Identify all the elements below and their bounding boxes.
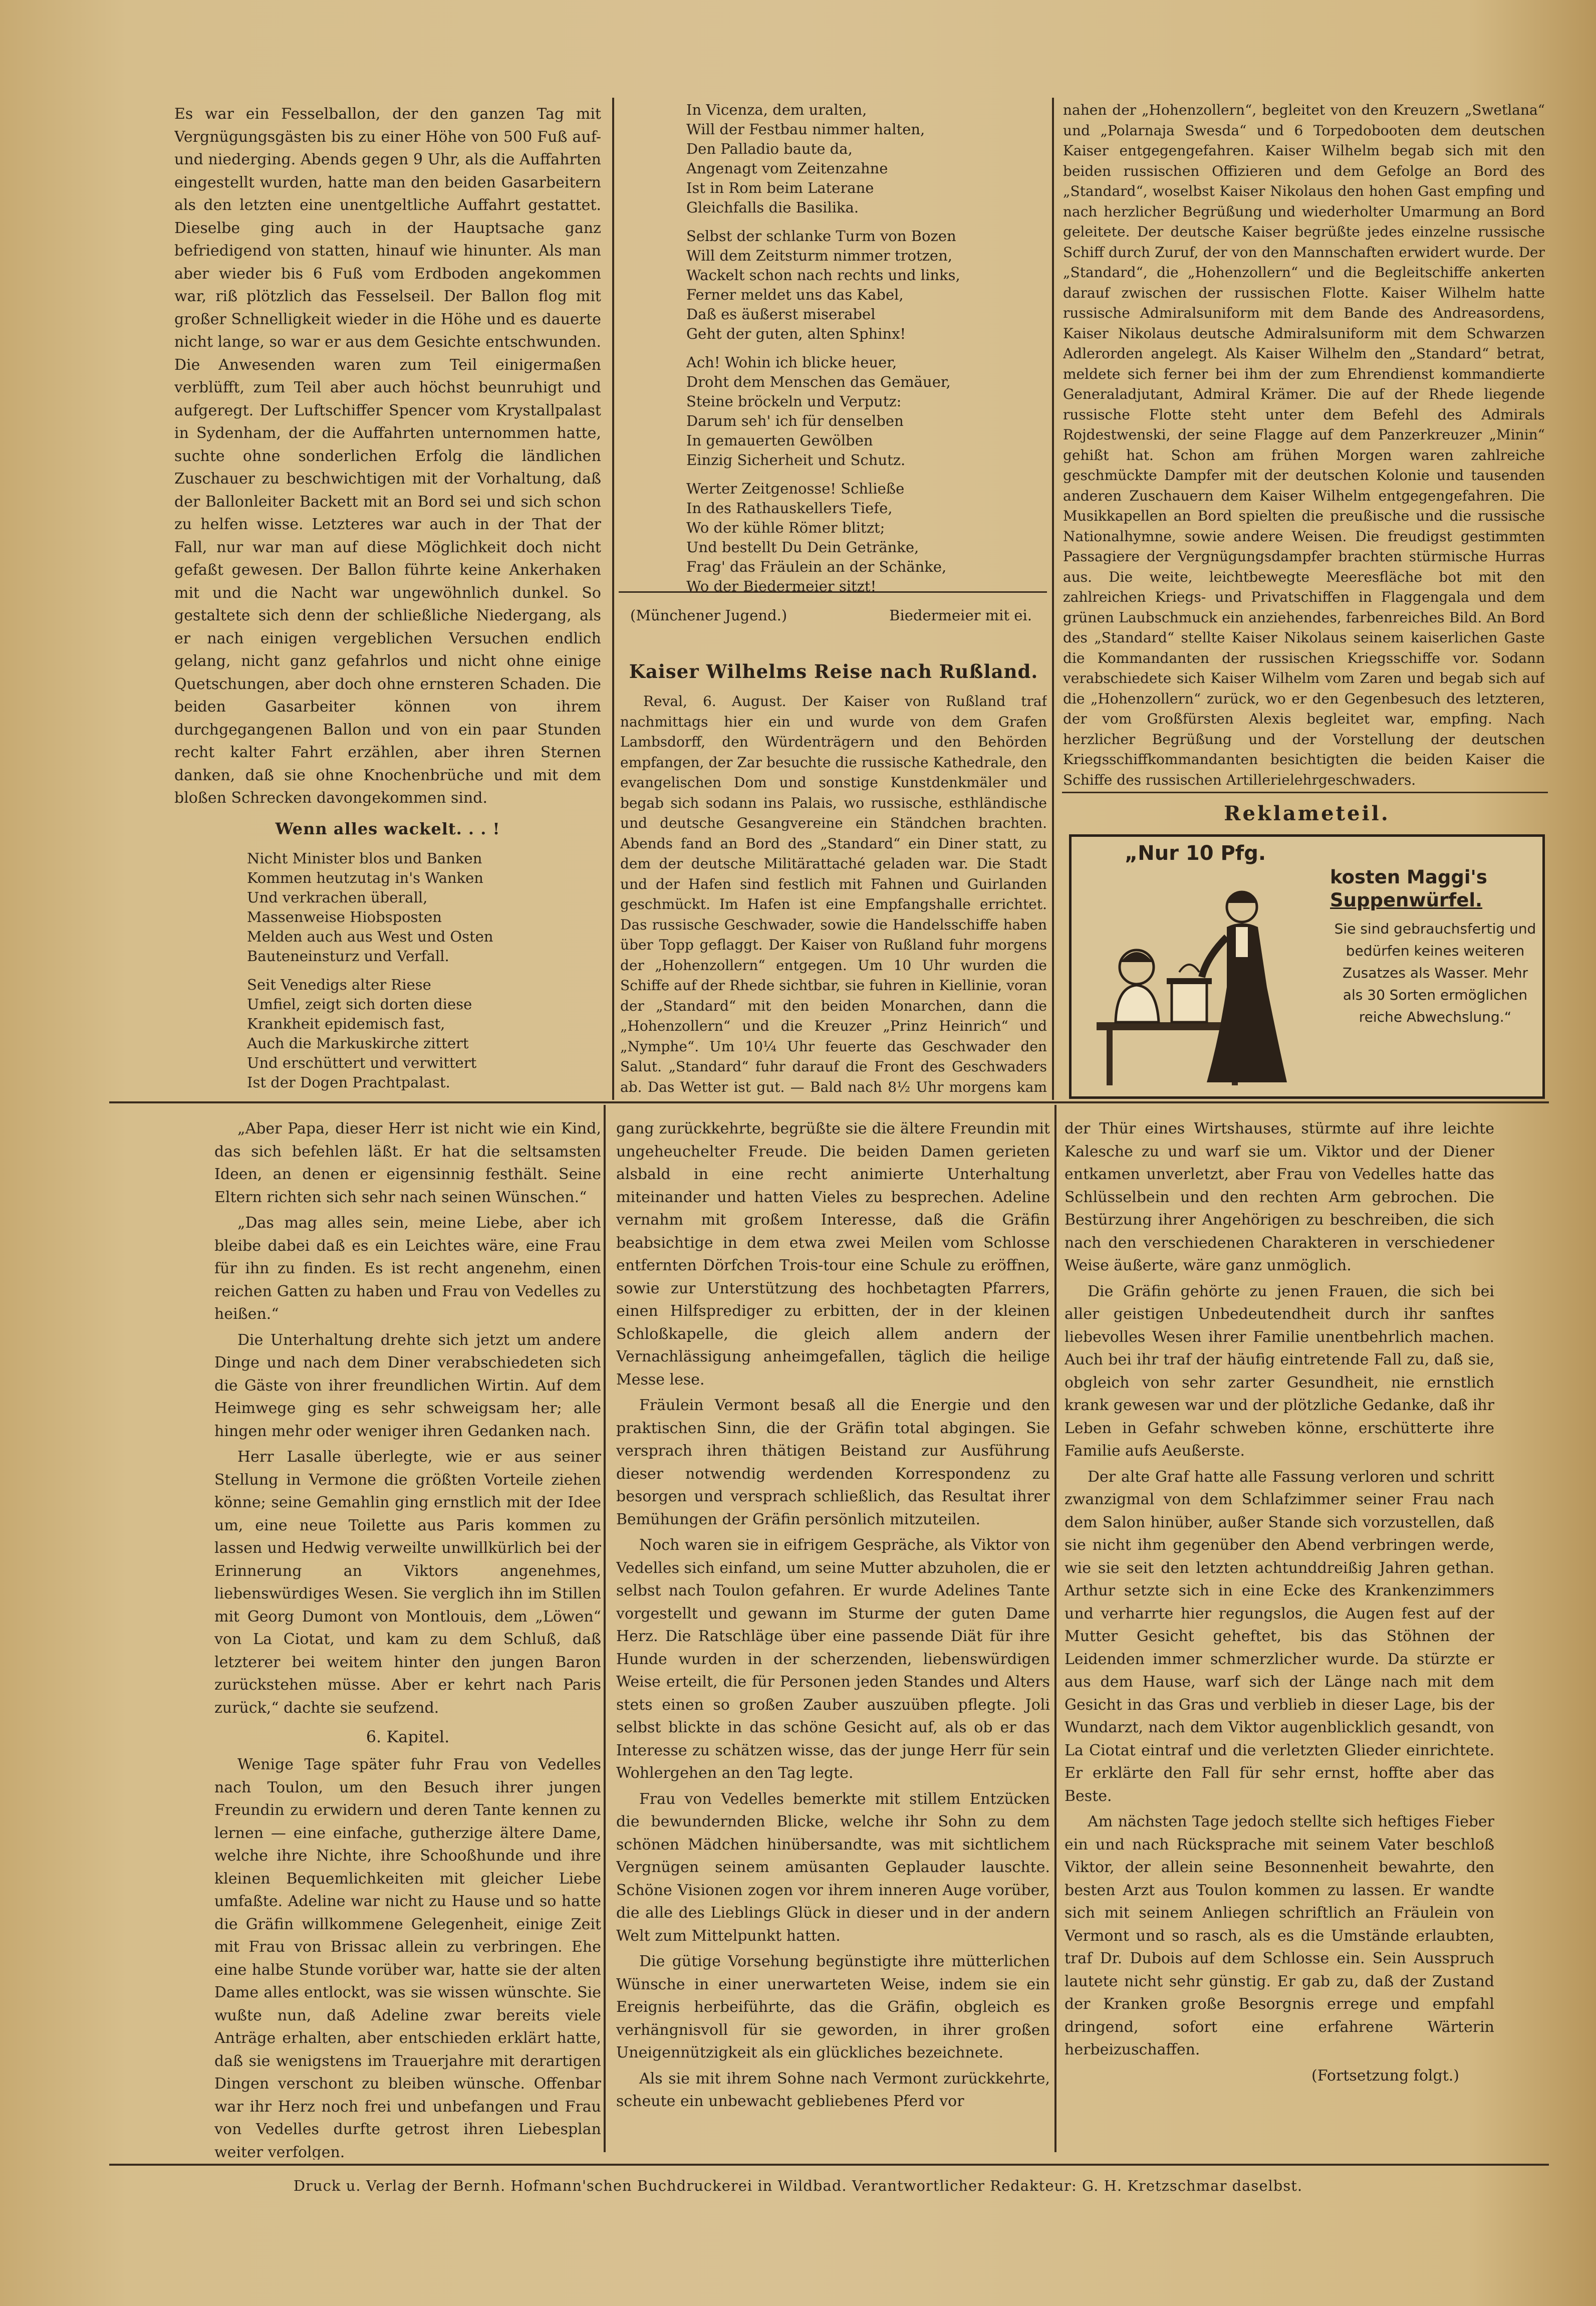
story-paragraph: Am nächsten Tage jedoch stellte sich heftiges Fieber ein und nach Rücksprache mit seinem Vater beschloß Viktor, der allein seine Besonnenheit bewahrte, den besten Arzt aus Toulon kommen zu lassen. Er wandte sich mit seinem Anliegen schriftlich an Fräulein von Vermont und so rasch, als es die Umstände erlaubten, traf Dr. Dubois auf dem Schlosse ein. Sein Ausspruch lautete nicht sehr günstig. Er gab zu, daß der Zustand der Kranken große Besorgnis errege und empfahl dringend, sofort eine erfahrene Wärterin herbeizuschaffen. <box>1065 1813 1494 2058</box>
bottom-column-3 <box>1065 1117 1494 2160</box>
ad-brand <box>1330 866 1540 912</box>
poem-line: Wo der kühle Römer blitzt; <box>686 519 885 536</box>
ad-price: „Nur 10 Pfg. <box>1125 842 1266 865</box>
balloon-article: Es war ein Fesselballon, der den ganzen Tag mit Vergnügungsgästen bis zu einer Höhe von 500 Fuß auf- und niederging. Abends gegen 9 Uhr, als die Auffahrten eingestellt wurden, hatte man den beiden Gasarbeitern als den letzten eine unentgeltliche Auffahrt gestattet. Dieselbe ging auch in der Hauptsache ganz befriedigend von statten, hinauf wie hinunter. Als man aber wieder bis 6 Fuß vom Erdboden angekommen war, riß plötzlich das Fesselseil. Der Ballon flog mit großer Schnelligkeit wieder in die Höhe und es dauerte nicht lange, so war er aus dem Gesichte entschwunden. Die Anwesenden waren zum Teil einigermaßen verblüfft, zum Teil aber auch höchst beunruhigt und aufgeregt. Der Luftschiffer Spencer vom Krystallpalast in Sydenham, der die Auffahrten unternommen hatte, suchte ohne sonderlichen Erfolg die ländlichen Zuschauer zu beschwichtigen mit der Vorhaltung, daß der Ballonleiter Backett mit an Bord sei und sich schon zu helfen wisse. Letzteres war auch in der That der Fall, nur war man auf diese Möglichkeit doch nicht gefaßt gewesen. Der Ballon führte keine Ankerhaken mit und die Nacht war ungewöhnlich dunkel. So gestaltete sich denn der schließliche Niedergang, als er nach einigen vergeblichen Versuchen endlich gelang, nicht ganz gefahrlos und nicht ohne einige Quetschungen, aber doch ohne ernsteren Schaden. Die beiden Gasarbeiter können von ihrem durchgegangenen Ballon und von ein paar Stunden recht kalter Fahrt erzählen, aber ihren Sternen danken, daß sie ohne Knochenbrüche und mit dem bloßen Schrecken davongekommen sind. <box>174 105 601 807</box>
story-paragraph: Der alte Graf hatte alle Fassung verloren und schritt zwanzigmal von dem Schlafzimmer seiner Frau nach dem Salon hinüber, außer Stande sich vorzustellen, daß sie nicht ihm gegenüber den Abend verbringen werde, wie sie seit den letzten achtunddreißig Jahren gethan. Arthur setzte sich in eine Ecke des Krankenzimmers und verharrte hier regungslos, die Augen fest auf der Mutter Gesicht geheftet, bis das Stöhnen der Leidenden immer schmerzlicher wurde. Da stürzte er aus dem Hause, warf sich der Länge nach mit dem Gesicht in das Gras und verblieb in dieser Lage, bis der Wundarzt, nach dem Viktor augenblicklich gesandt, von La Ciotat eintraf und die verletzten Glieder einrichtete. Er erklärte den Fall für sehr ernst, hoffte aber das Beste. <box>1065 1468 1494 1805</box>
chapter-heading: 6. Kapitel. <box>366 1727 450 1746</box>
footer-rule <box>109 2164 1549 2166</box>
story-paragraph: Die gütige Vorsehung begünstigte ihre mütterlichen Wünsche in einer unerwarteten Weise, indem sie ein Ereignis herbeiführte, das die Gräfin, obgleich es verhängnisvoll für sie geworden, in ihrer großen Uneigennützigkeit als ein glückliches bezeichnete. <box>616 1953 1050 2061</box>
ad-brand-line-2: Suppenwürfel. <box>1330 889 1483 911</box>
stanza-gap <box>686 217 1047 226</box>
poem-line: Wo der Biedermeier sitzt! <box>686 578 877 595</box>
kaiser-article: Reval, 6. August. Der Kaiser von Rußland traf nachmittags hier ein und wurde von dem Grafen Lambsdorff, den Würdenträgern und den Behörden empfangen, der Zar besuchte die russische Kathedrale, den evangelischen Dom und sonstige Kunstdenkmäler und begab sich sodann ins Palais, wo russische, esthländische und deutsche Gesangvereine ein Ständchen brachten. Abends fand an Bord des „Standard“ ein Diner statt, zu dem der deutsche Militärattaché geladen war. Die Stadt und der Hafen sind festlich mit Fahnen und Guirlanden geschmückt. Im Hafen ist eine Empfangshalle errichtet. Das russische Geschwader, sowie die Handelsschiffe haben über Topp geflaggt. Der Kaiser von Rußland fuhr morgens der „Hohenzollern“ entgegen. Um 10 Uhr wurden die Schiffe auf der Rhede sichtbar, sie fuhren in Kiellinie, voran der „Standard“ mit den beiden Monarchen, dann die „Hohenzollern“ und die Kreuzer „Prinz Heinrich“ und „Nymphe“. Um 10¼ Uhr feuerte das Geschwader den Salut. „Standard“ fuhr darauf die Front des Geschwaders ab. Das Wetter ist gut. — Bald nach 8½ Uhr morgens kam <box>620 693 1047 1095</box>
poem-line: Will dem Zeitsturm nimmer trotzen, <box>686 247 952 264</box>
poem-line: Seit Venedigs alter Riese <box>247 976 431 993</box>
maggi-advertisement <box>1069 834 1545 1099</box>
poem-line: Angenagt vom Zeitenzahne <box>686 160 888 177</box>
ad-body: Sie sind gebrauchsfertig und bedürfen keines weiteren Zusatzes als Wasser. Mehr als 30 Sorten ermöglichen reiche Abwechslung.“ <box>1334 920 1536 1025</box>
poem-line: Krankheit epidemisch fast, <box>247 1015 445 1032</box>
poem-line: Massenweise Hiobsposten <box>247 908 442 926</box>
column-rule-bottom-1 <box>604 1105 606 2152</box>
poem-line: Ach! Wohin ich blicke heuer, <box>686 354 897 371</box>
poem-line: Selbst der schlanke Turm von Bozen <box>686 227 956 245</box>
story-paragraph: Frau von Vedelles bemerkte mit stillem Entzücken die bewundernden Blicke, welche ihr Sohn zu dem schönen Mädchen hinübersandte, was mit sichtlichem Vergnügen seinem amüsanten Geplauder lauschte. Schöne Visionen zogen vor ihrem inneren Auge vorüber, die alle des Lieblings Glück in dieser und in der andern Welt zum Mittelpunkt hatten. <box>616 1790 1050 1945</box>
section-divider <box>109 1101 1549 1103</box>
poem-line: Wackelt schon nach rechts und links, <box>686 267 960 284</box>
poem-line: Bauteneinsturz und Verfall. <box>247 947 449 965</box>
poem-line: Ferner meldet uns das Kabel, <box>686 286 904 303</box>
story-paragraph: „Aber Papa, dieser Herr ist nicht wie ein Kind, das sich befehlen läßt. Er hat die seltsamsten Ideen, an denen er eigensinnig festhält. Seine Eltern richten sich sehr nach seinen Wünschen.“ <box>214 1120 601 1206</box>
poem-line: Gleichfalls die Basilika. <box>686 199 859 216</box>
top-column-3 <box>1063 100 1545 792</box>
bottom-column-2 <box>616 1117 1050 2160</box>
poem-line: Einzig Sicherheit und Schutz. <box>686 451 906 469</box>
poem-line: Werter Zeitgenosse! Schließe <box>686 480 905 497</box>
poem-line: Nicht Minister blos und Banken <box>247 849 482 867</box>
poem-line: In des Rathauskellers Tiefe, <box>686 500 893 517</box>
ad-illustration <box>1077 872 1322 1094</box>
story-paragraph: der Thür eines Wirtshauses, stürmte auf ihre leichte Kalesche zu und warf sie um. Viktor und der Diener entkamen unverletzt, aber Frau von Vedelles hatte das Schlüsselbein und den rechten Arm gebrochen. Die Bestürzung ihrer Angehörigen zu beschreiben, die sich nach den verschiedenen Charakteren in verschiedener Weise äußerte, wäre ganz unmöglich. <box>1065 1120 1494 1274</box>
story-paragraph: gang zurückkehrte, begrüßte sie die ältere Freundin mit ungeheuchelter Freude. Die beiden Damen gerieten alsbald in eine recht animierte Unterhaltung miteinander und hatten Vieles zu besprechen. Adeline vernahm mit großem Interesse, daß die Gräfin beabsichtige in dem etwa zwei Meilen vom Schlosse entfernten Dörfchen Trois-tour eine Schule zu eröffnen, sowie zur Unterstützung des hochbetagten Pfarrers, einen Hilfsprediger zu erbitten, der in der kleinen Schloßkapelle, die gleich allem andern der Vernachlässigung anheimgefallen, täglich die heilige Messe lese. <box>616 1120 1050 1389</box>
poem-line: Frag' das Fräulein an der Schänke, <box>686 558 947 575</box>
poem-line: Und erschüttert und verwittert <box>247 1054 477 1071</box>
poem-part-2 <box>620 100 1047 596</box>
column-rule-bottom-2 <box>1054 1105 1056 2152</box>
ad-separator <box>1062 792 1548 793</box>
poem-title: Wenn alles wackelt. . . ! <box>275 819 500 838</box>
poem-line: Darum seh' ich für denselben <box>686 412 904 429</box>
story-paragraph: Noch waren sie in eifrigem Gespräche, als Viktor von Vedelles sich einfand, um seine Mutter abzuholen, die er selbst nach Toulon gefahren. Er wurde Adelines Tante vorgestellt und gewann im Sturme der guten Dame Herz. Die Ratschläge über eine passende Diät für ihre Hunde wurden in der scherzenden, liebenswürdigen Weise erteilt, die für Personen jeden Standes und Alters stets einen so großen Zauber auszuüben pflegte. Joli selbst blickte in das schöne Gesicht auf, als ob er das Interesse zu schätzen wisse, das der junge Herr für sein Wohlergehen an den Tag legte. <box>616 1536 1050 1782</box>
article-title: Kaiser Wilhelms Reise nach Rußland. <box>629 660 1038 682</box>
story-paragraph: Als sie mit ihrem Sohne nach Vermont zurückkehrte, scheute ein unbewacht gebliebenes Pferd vor <box>616 2069 1050 2110</box>
imprint-footer: Druck u. Verlag der Bernh. Hofmann'schen Buchdruckerei in Wildbad. Verantwortlicher Redakteur: G. H. Kretzschmar daselbst. <box>293 2177 1303 2194</box>
story-paragraph: Fräulein Vermont besaß all die Energie und den praktischen Sinn, die der Gräfin total abgingen. Sie versprach ihren thätigen Beistand zur Ausführung dieser notwendig werdenden Korrespondenz zu besorgen und versprach schließlich, das Resultat ihrer Bemühungen der Gräfin persönlich mitzuteilen. <box>616 1397 1050 1528</box>
top-column-1 <box>174 103 601 1100</box>
story-paragraph: „Das mag alles sein, meine Liebe, aber ich bleibe dabei daß es ein Leichtes wäre, eine Frau für ihn zu finden. Es ist recht angenehm, einen reichen Gatten zu haben und Frau von Vedelles zu heißen.“ <box>214 1214 601 1323</box>
column-rule-top-2 <box>1052 98 1054 1100</box>
poem-line: In gemauerten Gewölben <box>686 432 873 449</box>
reklame-title: Reklameteil. <box>1224 802 1390 825</box>
poem-line: Geht der guten, alten Sphinx! <box>686 325 906 342</box>
kaiser-article-continued: nahen der „Hohenzollern“, begleitet von den Kreuzern „Swetlana“ und „Polarnaja Swesda“ und 6 Torpedobooten dem deutschen Kaiser entgegengefahren. Kaiser Wilhelm begab sich mit den beiden russischen Offizieren und dem Gefolge an Bord des „Standard“, woselbst Kaiser Nikolaus den hohen Gast empfing und nach herzlicher Begrüßung und wiederholter Umarmung an Bord geleitete. Der deutsche Kaiser begrüßte jedes einzelne russische Schiff durch Zuruf, der von den Mannschaften erwidert wurde. Der „Standard“, die „Hohenzollern“ und die Begleitschiffe ankerten darauf zwischen der russischen Flotte. Kaiser Wilhelm hatte russische Admiralsuniform mit dem Bande des Andreasordens, Kaiser Nikolaus deutsche Admiralsuniform mit dem Schwarzen Adlerorden angelegt. Als Kaiser Wilhelm den „Standard“ betrat, meldete sich ferner bei ihm der zum Ehrendienst kommandierte Generaladjutant, Admiral Krämer. Die auf der Rhede liegende russische Flotte steht unter dem Befehl des Admirals Rojdestwenski, der seine Flagge auf dem Panzerkreuzer „Minin“ gehißt hat. Schon am frühen Morgen waren zahlreiche geschmückte Dampfer mit der deutschen Kolonie und tausenden anderen Zuschauern dem Kaiser Wilhelm entgegengefahren. Die Musikkapellen an Bord spielten die preußische und die russische Nationalhymne, sowie andere Weisen. Die freudigst gestimmten Passagiere der Vergnügungsdampfer brachten stürmische Hurras aus. Die weite, leichtbewegte Meeresfläche bot mit den zahlreichen Kriegs- und Privatschiffen in Flaggengala und dem grünen Laubschmuck ein anziehendes, farbenreiches Bild. An Bord des „Standard“ stellte Kaiser Nikolaus seinem kaiserlichen Gaste die Kommandanten der russischen Kriegsschiffe vor. Sodann verabschiedete sich Kaiser Wilhelm vom Zaren und begab sich auf die „Hohenzollern“ zurück, wo er den Gegenbesuch des letzteren, der vom Großfürsten Alexis begleitet war, empfing. Nach herzlicher Begrüßung und der Vorstellung der deutschen Kriegsschiffkommandanten besichtigten die beiden Kaiser die Schiffe des russischen Artillerielehrgeschwaders. <box>1063 102 1545 788</box>
poem-line: Steine bröckeln und Verputz: <box>686 393 902 410</box>
story-paragraph: Herr Lasalle überlegte, wie er aus seiner Stellung in Vermone die größten Vorteile ziehen könne; seine Gemahlin ging ernstlich mit der Idee um, eine neue Toilette aus Paris kommen zu lassen und Hedwig verweilte unwillkürlich bei der Erinnerung an Viktors angenehmes, liebenswürdiges Wesen. Sie verglich ihn im Stillen mit Georg Dumont von Montlouis, dem „Löwen“ von La Ciotat, und kam zu dem Schluß, daß letzterer bei weitem hinter den jungen Baron zurückstehen müsse. Aber er kehrt nach Paris zurück,“ dachte sie seufzend. <box>214 1448 601 1717</box>
poem-line: Den Palladio baute da, <box>686 140 853 157</box>
poem-source: (Münchener Jugend.) <box>630 607 787 624</box>
poem-line: Umfiel, zeigt sich dorten diese <box>247 995 472 1013</box>
poem-line: Auch die Markuskirche zittert <box>247 1034 469 1052</box>
poem-part-1 <box>174 849 601 1092</box>
stanza-gap <box>247 966 601 975</box>
poem-line: Und verkrachen überall, <box>247 888 428 906</box>
continuation-note: (Fortsetzung folgt.) <box>1311 2066 1459 2085</box>
poem-line: Ist in Rom beim Laterane <box>686 179 874 196</box>
poem-source-row <box>620 604 1047 626</box>
story-paragraph: Die Gräfin gehörte zu jenen Frauen, die sich bei aller geistigen Unbedeutendheit durch ihr sanftes liebevolles Wesen ihrer Familie unentbehrlich machen. Auch bei ihr traf der häufig eintretende Fall zu, daß sie, obgleich von sehr zarter Gesundheit, nie ernstlich krank gewesen war und der plötzliche Gedanke, daß ihr Leben in Gefahr schweben könne, erschütterte ihre Familie aufs Aeußerste. <box>1065 1282 1494 1460</box>
ad-brand-line-1: kosten Maggi's <box>1330 866 1487 888</box>
poem-author: Biedermeier mit ei. <box>889 607 1032 624</box>
poem-line: In Vicenza, dem uralten, <box>686 101 867 118</box>
poem-line: Und bestellt Du Dein Getränke, <box>686 539 919 556</box>
story-paragraph: Wenige Tage später fuhr Frau von Vedelles nach Toulon, um den Besuch ihrer jungen Freundin zu erwidern und deren Tante kennen zu lernen — eine einfache, gutherzige ältere Dame, welche ihre Nichte, ihre Schooßhunde und ihre kleinen Bequemlichkeiten mit gleicher Liebe umfaßte. Adeline war nicht zu Hause und so hatte die Gräfin willkommene Gelegenheit, einige Zeit mit Frau von Brissac allein zu verbringen. Ehe eine halbe Stunde vorüber war, hatte sie der alten Dame alles entlockt, was sie wissen wünschte. Sie wußte nun, daß Adeline zwar bereits viele Anträge erhalten, aber entschieden erklärt hatte, daß sie wenigstens im Trauerjahre mit derartigen Dingen verschont zu bleiben wünsche. Offenbar war ihr Herz noch frei und unbefangen und Frau von Vedelles durfte getrost ihren Liebesplan weiter verfolgen. <box>214 1756 601 2160</box>
stanza-gap <box>686 344 1047 353</box>
poem-line: Will der Festbau nimmer halten, <box>686 121 925 138</box>
poem-line: Melden auch aus West und Osten <box>247 928 493 945</box>
poem-line: Droht dem Menschen das Gemäuer, <box>686 373 951 390</box>
top-column-2 <box>620 100 1047 1097</box>
story-paragraph: Die Unterhaltung drehte sich jetzt um andere Dinge und nach dem Diner verabschiedeten sich die Gäste von ihrer freundlichen Wirtin. Auf dem Heimwege ging es sehr schweigsam her; alle hingen mehr oder weniger ihren Gedanken nach. <box>214 1331 601 1440</box>
bottom-column-1 <box>214 1117 601 2160</box>
column-rule-top-1 <box>612 98 614 1100</box>
woman-serving-soup-illustration <box>1077 872 1322 1092</box>
poem-line: Kommen heutzutag in's Wanken <box>247 869 483 886</box>
poem-line: Daß es äußerst miserabel <box>686 306 876 323</box>
stanza-gap <box>686 470 1047 479</box>
poem-line: Ist der Dogen Prachtpalast. <box>247 1073 450 1091</box>
